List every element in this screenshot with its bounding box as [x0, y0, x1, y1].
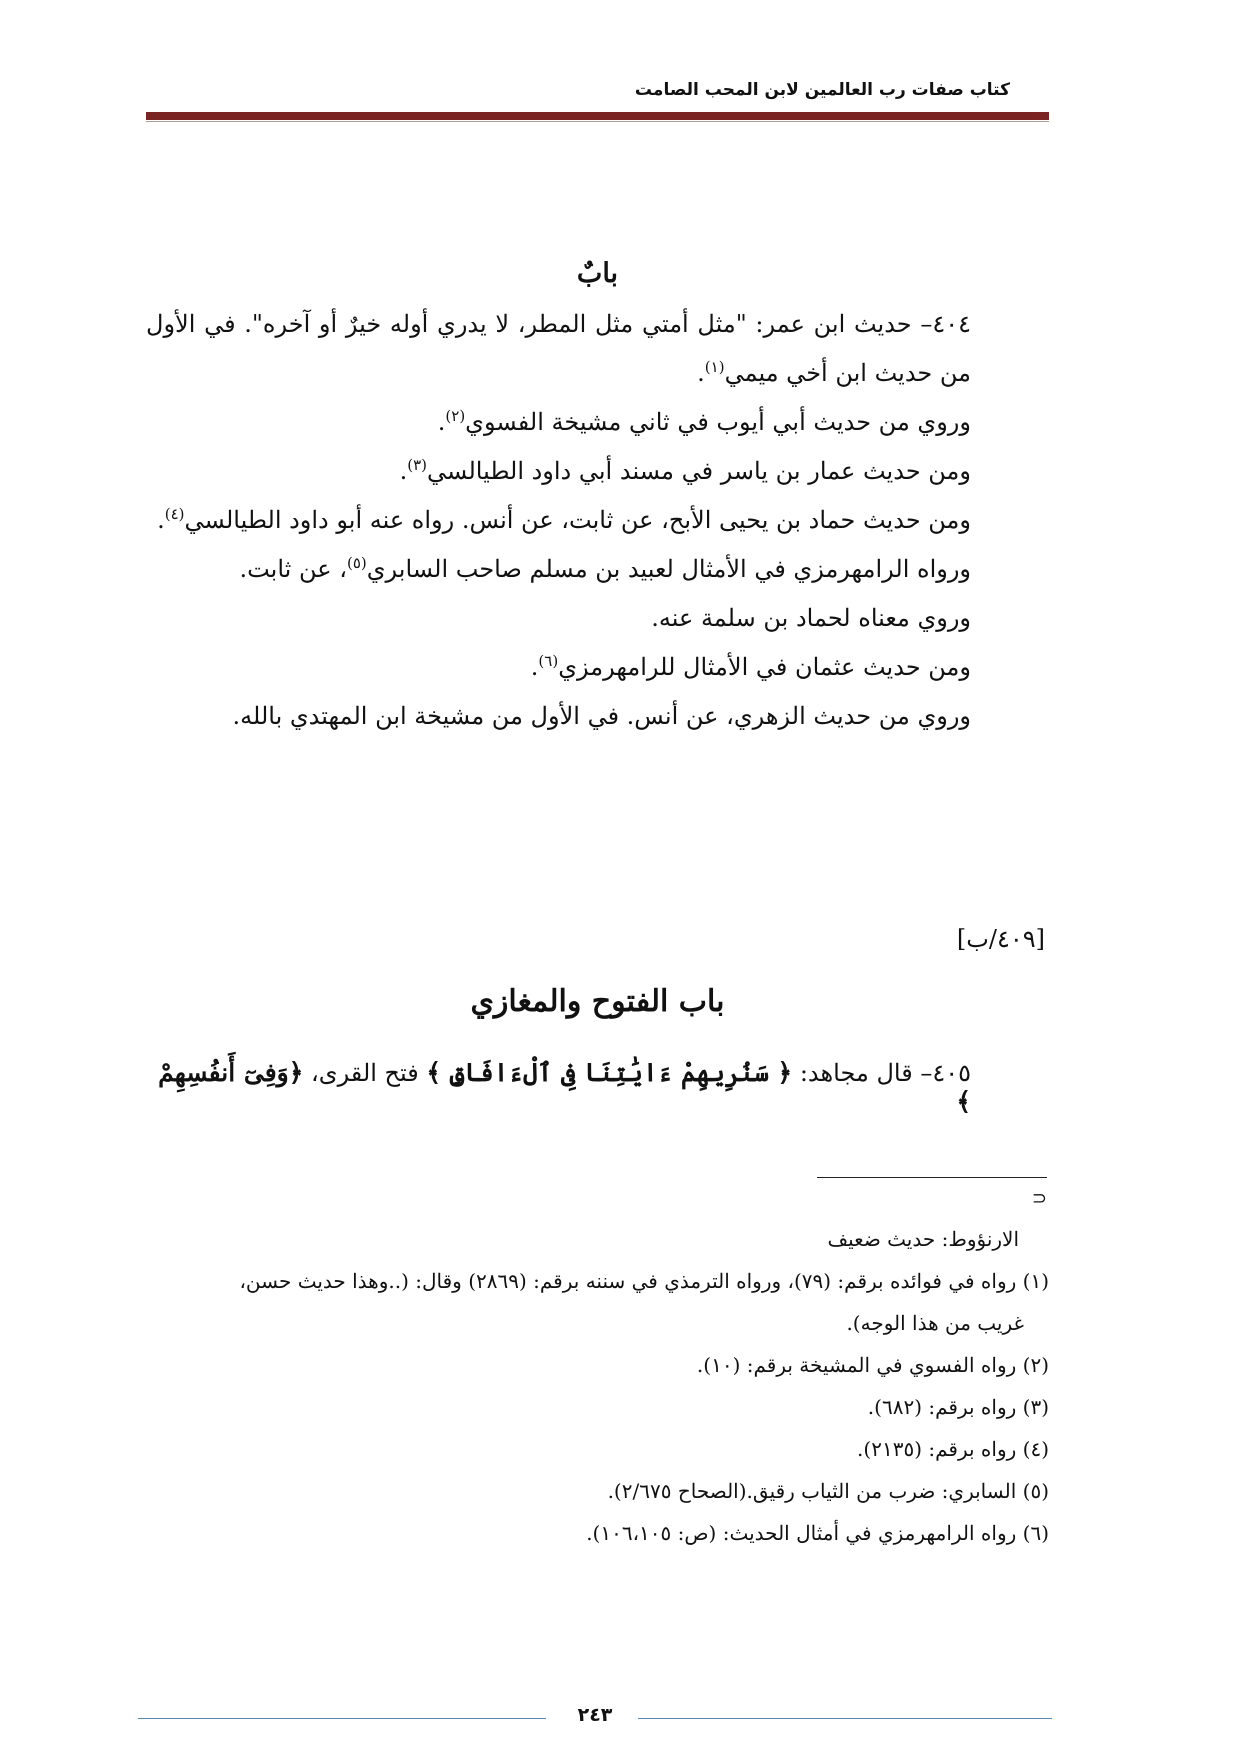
footnote-lead: الارنؤوط: حديث ضعيف: [827, 1227, 1019, 1251]
footnote-item: (١) رواه في فوائده برقم: (٧٩)، ورواه الترمذي في سننه برقم: (٢٨٦٩) وقال: (..وهذا حديث حسن،: [239, 1269, 1049, 1293]
paragraph: ومن حديث حماد بن يحيى الأبح، عن ثابت، عن أنس. رواه عنه أبو داود الطيالسي$^{(٤)}$.: [157, 505, 971, 534]
footnote-ref[interactable]: (٣): [407, 456, 428, 474]
paragraph-404: ٤٠٤– حديث ابن عمر: "مثل أمتي مثل المطر، لا يدري أوله خيرٌ أو آخره". في الأول من حديث ابن أخي ميمي$^{(١)}$.: [146, 310, 971, 387]
paragraph: ومن حديث عمار بن ياسر في مسند أبي داود الطيالسي$^{(٣)}$.: [399, 456, 971, 485]
footnote-continuation-mark: ⊃: [1031, 1188, 1047, 1209]
paragraph: وروي معناه لحماد بن سلمة عنه.: [651, 604, 971, 632]
paragraph: وروي من حديث أبي أيوب في ثاني مشيخة الفسوي$^{(٢)}$.: [437, 407, 971, 436]
footnote-ref[interactable]: (٥): [346, 554, 367, 572]
header-rule: [146, 112, 1049, 120]
footnote-item: (٢) رواه الفسوي في المشيخة برقم: (١٠).: [696, 1353, 1049, 1377]
footer-rule-right: [638, 1718, 1052, 1719]
footnote-item: (٥) السابري: ضرب من الثياب رقيق.(الصحاح ٢/٦٧٥).: [607, 1479, 1049, 1503]
footnotes: [146, 1218, 1049, 1554]
quran-verse: ﴿وَفِىٓ أَنفُسِهِمْ ﴾: [158, 1058, 971, 1116]
page-number: ٢٤٣: [577, 1704, 613, 1726]
paragraph: ومن حديث عثمان في الأمثال للرامهرمزي$^{(٦)}$.: [530, 652, 971, 681]
folio-marker: [٤٠٩/ب]: [956, 925, 1045, 953]
footnote-ref[interactable]: (٤): [164, 505, 185, 523]
footnote-ref[interactable]: (٦): [538, 652, 559, 670]
footnote-divider: [817, 1177, 1047, 1178]
footnote-ref[interactable]: (١): [704, 358, 725, 376]
footer-rule-left: [138, 1718, 546, 1719]
header-rule-thin: [146, 121, 1049, 122]
footnote-ref[interactable]: (٢): [445, 407, 466, 425]
paragraph: وروي من حديث الزهري، عن أنس. في الأول من مشيخة ابن المهتدي بالله.: [232, 702, 971, 730]
quran-verse: ﴿ سَنُرِيهِمْ ءَايَٰتِنَا فِى ٱلْءَافَاقِ ﴾: [426, 1058, 793, 1087]
section-heading-2: باب الفتوح والمغازي: [470, 984, 725, 1019]
footnote-item: (٤) رواه برقم: (٢١٣٥).: [857, 1437, 1049, 1461]
section-heading: بابٌ: [576, 258, 619, 289]
footnote-item: (٦) رواه الرامهرمزي في أمثال الحديث: (ص: ١٠٦،١٠٥).: [586, 1521, 1049, 1545]
main-text: [146, 248, 1049, 741]
paragraph: ورواه الرامهرمزي في الأمثال لعبيد بن مسلم صاحب السابري$^{(٥)}$، عن ثابت.: [239, 554, 971, 583]
running-header: كتاب صفات رب العالمين لابن المحب الصامت: [634, 80, 1010, 100]
footnote-item: (٣) رواه برقم: (٦٨٢).: [867, 1395, 1049, 1419]
paragraph-405: ٤٠٥– قال مجاهد: ﴿ سَنُرِيهِمْ ءَايَٰتِنَا فِى ٱلْءَافَاقِ ﴾ فتح القرى، ﴿وَفِىٓ أَنفُسِهِمْ ﴾: [158, 1058, 971, 1116]
footnote-item-continued: غريب من هذا الوجه).: [846, 1311, 1024, 1335]
